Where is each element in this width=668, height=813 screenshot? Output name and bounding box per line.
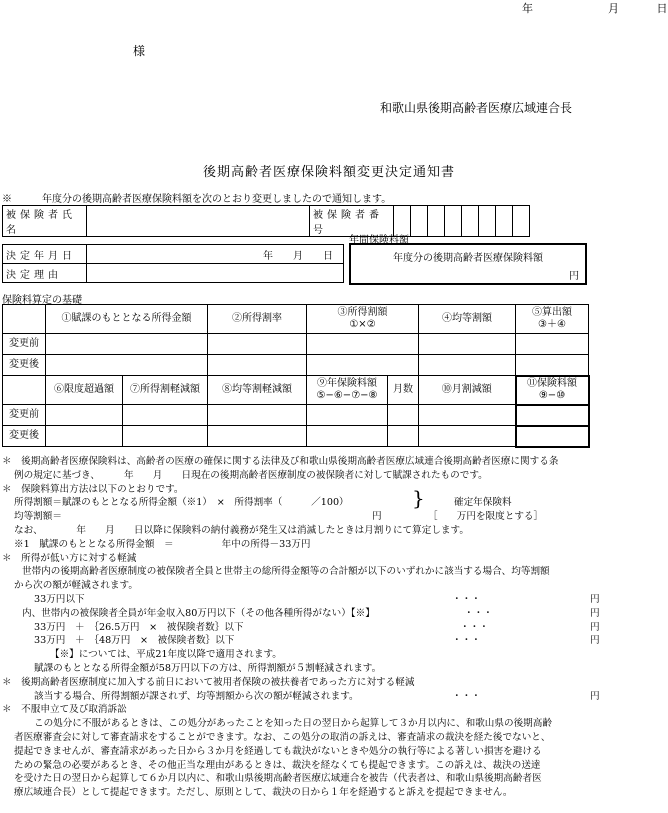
intro-text: ※ 年度分の後期高齢者医療保険料額を次のとおり変更しましたので通知します。 bbox=[2, 194, 392, 205]
insured-number-digit[interactable] bbox=[513, 206, 530, 237]
insured-number-digit[interactable] bbox=[445, 206, 462, 237]
row-before-label: 変更前 bbox=[3, 334, 46, 355]
insured-number-digit[interactable] bbox=[428, 206, 445, 237]
annual-premium-box bbox=[349, 243, 587, 285]
insured-number-label: 被保険者番号 bbox=[310, 206, 394, 237]
row-after-label: 変更後 bbox=[3, 355, 46, 376]
col-months: 月数 bbox=[388, 376, 419, 405]
decision-reason-field[interactable] bbox=[87, 264, 344, 283]
insured-table bbox=[2, 205, 530, 237]
col-computed: ⑤算出額 ③＋④ bbox=[516, 305, 589, 334]
month-label: 月 bbox=[608, 2, 619, 15]
col-per-capita-reduction: ⑧均等割軽減額 bbox=[208, 376, 307, 405]
annual-premium-caption: 年間保険料額 bbox=[349, 235, 409, 246]
row-before-label: 変更前 bbox=[3, 405, 46, 426]
decision-date-label: 決定年月日 bbox=[3, 245, 87, 264]
issue-date bbox=[522, 0, 668, 16]
insured-number-digit[interactable] bbox=[411, 206, 428, 237]
annual-premium-line: 年度分の後期高齢者医療保険料額 bbox=[393, 253, 543, 264]
issuer-name: 和歌山県後期高齢者医療広域連合長 bbox=[380, 101, 573, 115]
insured-name-label: 被保険者氏名 bbox=[3, 206, 87, 237]
insured-name-field[interactable] bbox=[87, 206, 310, 237]
notes-section: ＊ 後期高齢者医療保険料は、高齢者の医療の確保に関する法律及び和歌山県後期高齢者医療広域連合後期高齢者医療に関する条 例の規定に基づき、 年 月 日現在の後期高齢者医療制度の被保険者に対して賦課されたものです。 ＊ 保険料算出方法は以下のとおりです。 所得割額＝賦課のもととなる所得金額（※1） × 所得割率（ ／100） } 確定年保険料 均等割額＝ 円 ［ 万円を限度とする］ なお、 年 月 日以降に保険料の納付義務が発生又は消滅したときは月割りにて算定します。 ※1 賦課のもととなる所得金額 ＝ 年中の所得－33万円 ＊ 所得が低い方に対する軽減 世帯内の後期高齢者医療制度の被保険者全員と世帯主の総所得金額等の合計額が以下のいずれかに該当する場合、均等割額 から次の額が軽減されます。 33万円以下 ・・・ 円 内、世帯内の被保険者全員が年金収入80万円以下（その他各種所得がない）【※】 ・・・ 円 33万円 ＋ ｛26.5万円 × 被保険者数｝以下 ・・・ 円 33万円 ＋ ｛48万円 × 被保険者数｝以下 ・・・ 円 【※】については、平成21年度以降で適用されます。 賦課のもととなる所得金額が58万円以下の方は、所得割額が５割軽減されます。 ＊ 後期高齢者医療制度に加入する前日において被用者保険の被扶養者であった方に対する軽減 該当する場合、所得割額が課されず、均等割額から次の額が軽減されます。 ・・・ 円 ＊ 不服申立て及び取消訴訟 この処分に不服があるときは、この処分があったことを知った日の翌日から起算して３か月以内に、和歌山県の後期高齢 者医療審査会に対して審査請求をすることができます。なお、この処分の取消の訴えは、審査請求の裁決を経た後でないと、 提起できませんが、審査請求があった日から３か月を経過しても裁決がないときや処分の執行等による著しい損害を避ける ための緊急の必要があるとき、その他正当な理由があるときは、裁決を経なくても提起できます。この訴えは、裁決の送達 を受けた日の翌日から起算して６か月以内に、和歌山県後期高齢者医療広域連合を被告（代表者は、和歌山県後期高齢者医 療広域連合長）として提起できます。ただし、原則として、裁決の日から１年を経過すると訴えを提起できません。 bbox=[2, 455, 654, 800]
row-after-label: 変更後 bbox=[3, 426, 46, 447]
col-income-reduction: ⑦所得割軽減額 bbox=[123, 376, 208, 405]
col-income-levy: ③所得割額 ①×② bbox=[307, 305, 419, 334]
col-annual-premium: ⑨年保険料額 ⑤−⑥−⑦−⑧ bbox=[307, 376, 388, 405]
insured-number-digit[interactable] bbox=[479, 206, 496, 237]
calc-basis-caption: 保険料算定の基礎 bbox=[2, 295, 82, 306]
col-income-rate: ②所得割率 bbox=[208, 305, 307, 334]
document-title: 後期高齢者医療保険料額変更決定通知書 bbox=[202, 165, 455, 180]
note-dependent: ＊ 後期高齢者医療制度に加入する前日において被用者保険の被扶養者であった方に対する軽減 bbox=[2, 676, 415, 688]
col-income-amount: ①賦課のもととなる所得金額 bbox=[46, 305, 208, 334]
note-low-income: ＊ 所得が低い方に対する軽減 bbox=[2, 552, 137, 564]
col-final-premium: ⑪保険料額 ⑨−⑩ bbox=[516, 376, 589, 405]
calc-table bbox=[2, 304, 590, 448]
col-monthly-reduction: ⑩月割減額 bbox=[419, 376, 516, 405]
decision-date-value: 年 月 日 bbox=[87, 245, 344, 264]
day-label: 日 bbox=[656, 2, 668, 15]
addressee: 様 bbox=[133, 44, 146, 58]
note-legal-basis: ＊ 後期高齢者医療保険料は、高齢者の医療の確保に関する法律及び和歌山県後期高齢者医療広域連合後期高齢者医療に関する条 bbox=[2, 456, 559, 467]
col-limit-excess: ⑥限度超過額 bbox=[46, 376, 123, 405]
note-calc-method: ＊ 保険料算出方法は以下のとおりです。 bbox=[2, 483, 184, 495]
decision-reason-label: 決定理由 bbox=[3, 264, 87, 283]
insured-number-digit[interactable] bbox=[496, 206, 513, 237]
note-appeal: ＊ 不服申立て及び取消訴訟 bbox=[2, 704, 127, 716]
insured-number-digit[interactable] bbox=[462, 206, 479, 237]
annual-premium-yen: 円 bbox=[569, 271, 579, 282]
year-label: 年 bbox=[522, 2, 533, 15]
decision-table bbox=[2, 244, 344, 283]
col-per-capita: ④均等割額 bbox=[419, 305, 516, 334]
